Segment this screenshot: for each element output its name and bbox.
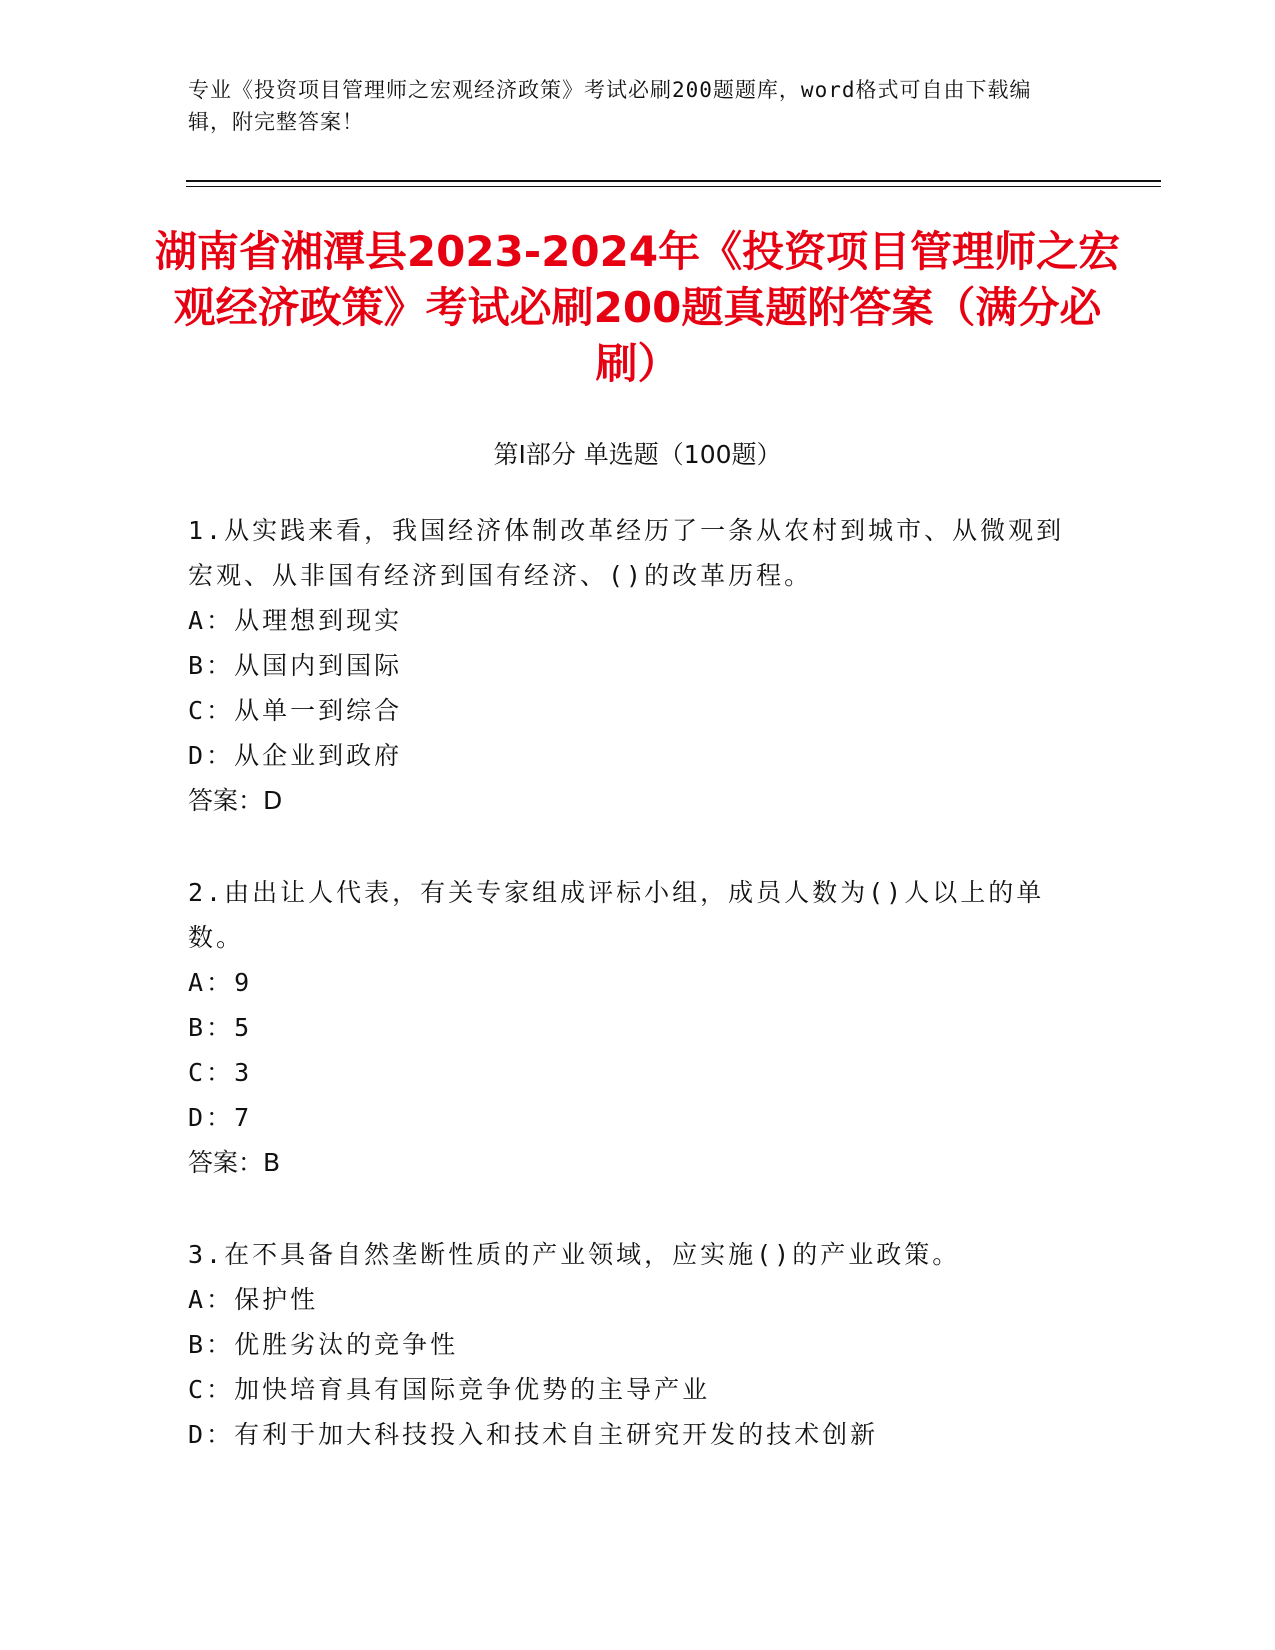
question-3 [188,1232,1068,1457]
option-key: B： [188,651,235,680]
option-key: A： [188,606,235,635]
option-a [188,1277,1068,1322]
option-a [188,960,1068,1005]
option-key: C： [188,696,235,725]
question-stem: 1.从实践来看，我国经济体制改革经历了一条从农村到城市、从微观到宏观、从非国有经济到国有经济、()的改革历程。 [188,516,1065,590]
option-c [188,688,1068,733]
option-d [188,1412,1068,1457]
document-title: 湖南省湘潭县2023-2024年《投资项目管理师之宏观经济政策》考试必刷200题真题附答案（满分必刷） [154,227,1121,388]
option-b [188,1005,1068,1050]
option-key: B： [188,1013,235,1042]
option-text: 7 [234,1103,253,1132]
option-text: 优胜劣汰的竞争性 [234,1330,459,1359]
option-text: 3 [234,1058,253,1087]
header-note: 专业《投资项目管理师之宏观经济政策》考试必刷200题题库，word格式可自由下载编辑，附完整答案！ [188,78,1032,134]
option-key: D： [188,741,235,770]
option-text: 从单一到综合 [234,696,403,725]
option-key: A： [188,1285,235,1314]
option-key: C： [188,1375,235,1404]
answer: 答案：D [188,786,283,815]
option-text: 从企业到政府 [234,741,403,770]
question-stem: 2.由出让人代表，有关专家组成评标小组，成员人数为()人以上的单数。 [188,878,1045,952]
option-text: 加快培育具有国际竞争优势的主导产业 [234,1375,711,1404]
answer: 答案：B [188,1148,281,1177]
option-c [188,1367,1068,1412]
option-text: 有利于加大科技投入和技术自主研究开发的技术创新 [234,1420,879,1449]
option-key: D： [188,1420,235,1449]
header-divider-thin [186,186,1161,187]
option-text: 5 [234,1013,253,1042]
option-text: 从国内到国际 [234,651,403,680]
section-title: 第Ⅰ部分 单选题（100题） [493,440,782,469]
option-text: 9 [234,968,253,997]
header-divider-thick [186,180,1161,182]
option-d [188,1095,1068,1140]
option-key: C： [188,1058,235,1087]
question-stem: 3.在不具备自然垄断性质的产业领域，应实施()的产业政策。 [188,1240,961,1269]
option-key: D： [188,1103,235,1132]
question-1 [188,508,1068,823]
option-c [188,1050,1068,1095]
option-key: B： [188,1330,235,1359]
option-a [188,598,1068,643]
option-text: 从理想到现实 [234,606,403,635]
option-b [188,1322,1068,1367]
option-b [188,643,1068,688]
question-2 [188,870,1068,1185]
option-text: 保护性 [234,1285,319,1314]
option-d [188,733,1068,778]
option-key: A： [188,968,235,997]
